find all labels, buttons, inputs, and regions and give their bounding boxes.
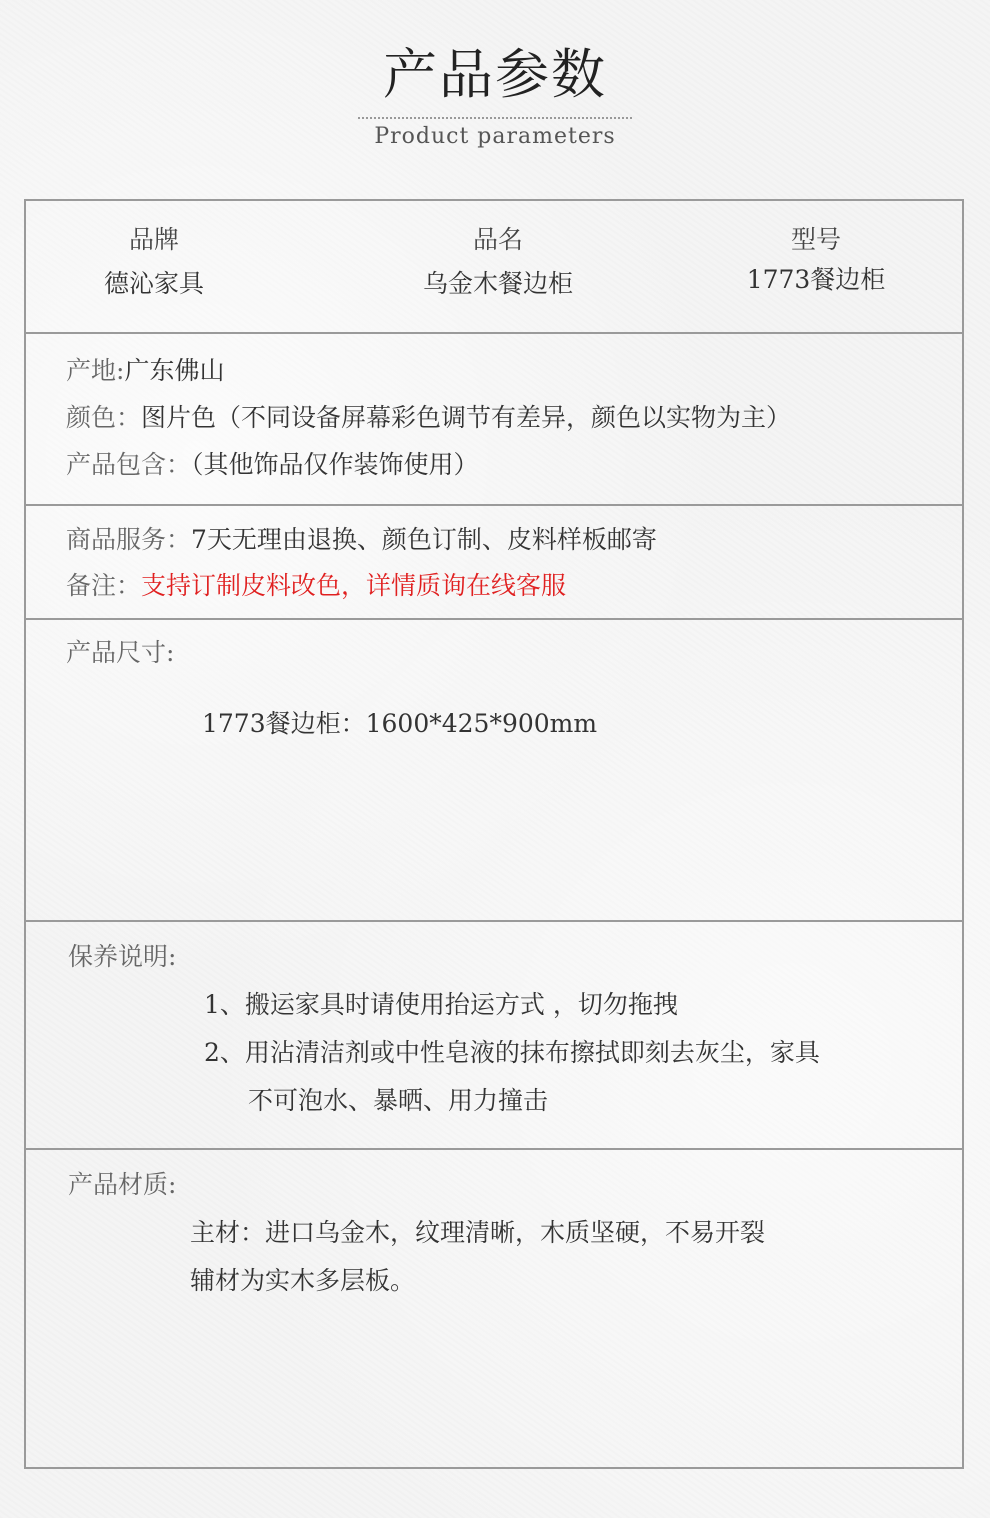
basic-info-row: [26, 201, 962, 334]
brand-label: 品牌: [128, 225, 179, 254]
note-value: 支持订制皮料改色，详情质询在线客服: [141, 571, 567, 600]
page-header: [0, 0, 990, 190]
includes-label: 产品包含：: [66, 450, 192, 479]
material-label: 产品材质:: [68, 1170, 177, 1199]
includes-value: （其他饰品仅作装饰使用）: [191, 450, 479, 479]
care-item-2-continued: 不可泡水、暴晒、用力撞击: [248, 1086, 549, 1115]
service-section: [26, 506, 962, 620]
size-value: 1773餐边柜：1600*425*900mm: [202, 709, 598, 738]
material-line-2: 辅材为实木多层板。: [190, 1266, 416, 1295]
care-item-2: 2、用沾清洁剂或中性皂液的抹布擦拭即刻去灰尘，家具: [204, 1038, 820, 1067]
general-info-section: [26, 334, 962, 506]
service-value: 7天无理由退换、颜色订制、皮料样板邮寄: [191, 525, 657, 554]
note-line: [66, 569, 566, 603]
material-section: [26, 1150, 962, 1467]
product-name-value: 乌金木餐边柜: [422, 269, 573, 298]
page-title: 产品参数: [383, 43, 607, 106]
care-label: 保养说明:: [68, 942, 177, 971]
care-item-1: 1、搬运家具时请使用抬运方式 ，切勿拖拽: [204, 990, 678, 1019]
size-section: [26, 620, 962, 922]
title-dotted-divider: [358, 117, 632, 119]
origin-value: 广东佛山: [124, 356, 225, 385]
product-name-label: 品名: [472, 225, 523, 254]
color-line: [66, 401, 791, 435]
brand-value: 德沁家具: [103, 269, 204, 298]
service-label: 商品服务：: [66, 525, 192, 554]
model-value: 1773餐边柜: [746, 265, 886, 294]
origin-label: 产地:: [66, 356, 125, 385]
care-section: [26, 922, 962, 1150]
size-label: 产品尺寸:: [66, 638, 175, 667]
origin-line: [66, 354, 224, 388]
material-line-1: 主材：进口乌金木，纹理清晰，木质坚硬，不易开裂: [190, 1218, 766, 1247]
color-value: 图片色（不同设备屏幕彩色调节有差异，颜色以实物为主）: [141, 403, 792, 432]
includes-line: [66, 448, 479, 482]
color-label: 颜色：: [66, 403, 142, 432]
service-line: [66, 523, 657, 557]
page-subtitle: Product parameters: [374, 124, 616, 149]
note-label: 备注：: [66, 571, 142, 600]
model-label: 型号: [790, 225, 841, 254]
parameters-table: [24, 199, 964, 1469]
